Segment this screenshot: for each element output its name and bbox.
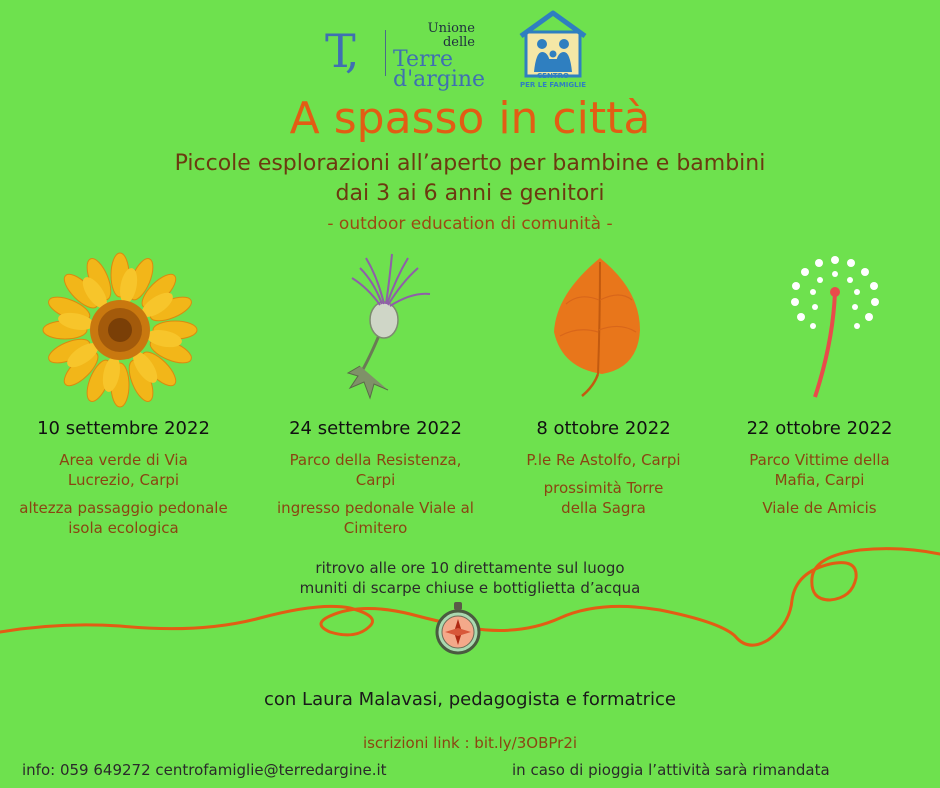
event-place: P.le Re Astolfo, Carpi	[526, 451, 681, 469]
trainer-line: con Laura Malavasi, pedagogista e formatrice	[264, 689, 676, 710]
event-column-1	[6, 416, 241, 538]
wavy-path-decoration	[0, 540, 940, 680]
event-column-4	[702, 416, 937, 518]
center-label	[518, 72, 588, 90]
subtitle-line1: Piccole esplorazioni all’aperto per bambine e bambini	[174, 151, 766, 176]
event-place: Parco Vittime della Mafia, Carpi	[749, 451, 890, 489]
event-place: Area verde di Via Lucrezio, Carpi	[59, 451, 188, 489]
logo-delle-text: delle	[442, 35, 475, 50]
leaf-icon	[540, 250, 660, 400]
meeting-info-line1: ritrovo alle ore 10 direttamente sul luogo	[315, 559, 625, 577]
logo-text-top	[395, 22, 485, 50]
logo-divider	[385, 30, 386, 76]
center-label-line1: CENTRO	[537, 72, 569, 80]
event-date: 22 ottobre 2022	[746, 418, 893, 439]
compass-icon	[437, 602, 479, 653]
event-place-detail: ingresso pedonale Viale al Cimitero	[277, 499, 474, 537]
rain-note: in caso di pioggia l’attività sarà rimandata	[512, 761, 830, 779]
event-date: 8 ottobre 2022	[536, 418, 671, 439]
thistle-icon	[330, 248, 450, 408]
logo-terre-text: Terre	[393, 47, 454, 72]
td-monogram-icon: T,	[325, 24, 356, 78]
event-column-2	[258, 416, 493, 538]
terre-dargine-logo	[325, 21, 490, 92]
sunflower-icon	[40, 252, 200, 412]
event-place-detail: Viale de Amicis	[762, 499, 877, 517]
centro-famiglie-logo	[518, 10, 588, 96]
logo-dargine-text: d'argine	[393, 67, 486, 92]
event-date: 24 settembre 2022	[289, 418, 462, 439]
dandelion-icon	[775, 252, 895, 402]
center-label-line2: PER LE FAMIGLIE	[520, 81, 586, 89]
event-place-detail: prossimità Torre della Sagra	[543, 479, 664, 517]
tagline: - outdoor education di comunità -	[327, 214, 613, 234]
subtitle-line2: dai 3 ai 6 anni e genitori	[335, 181, 605, 206]
event-place: Parco della Resistenza, Carpi	[289, 451, 462, 489]
meeting-info-line2: muniti di scarpe chiuse e bottiglietta d’acqua	[299, 579, 641, 597]
event-column-3	[486, 416, 721, 518]
event-date: 10 settembre 2022	[37, 418, 210, 439]
page-title: A spasso in città	[289, 93, 651, 144]
logo-union-text: Unione	[427, 21, 475, 36]
contact-info: info: 059 649272 centrofamiglie@terredargine.it	[22, 761, 387, 779]
signup-link[interactable]: iscrizioni link : bit.ly/3OBPr2i	[362, 734, 578, 752]
event-place-detail: altezza passaggio pedonale isola ecologica	[19, 499, 228, 537]
logo-text-bottom	[393, 47, 486, 92]
